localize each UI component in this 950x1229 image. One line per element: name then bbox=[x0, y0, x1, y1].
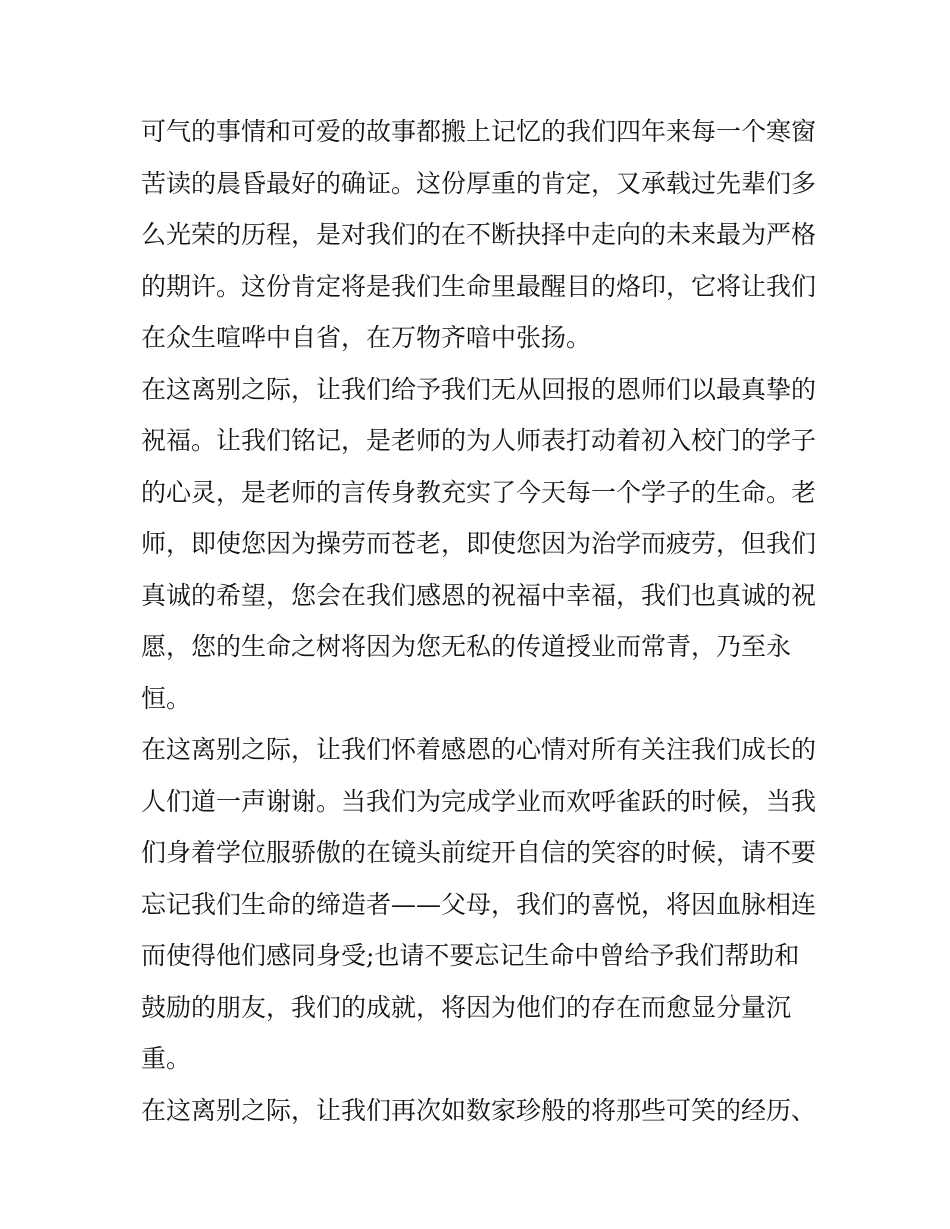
text-line: 鼓励的朋友，我们的成就，将因为他们的存在而愈显分量沉 bbox=[141, 992, 792, 1022]
text-line: 愿，您的生命之树将因为您无私的传道授业而常青，乃至永 bbox=[141, 632, 792, 661]
text-line: 么光荣的历程，是对我们的在不断抉择中走向的未来最为严格 bbox=[141, 220, 817, 249]
text-line: 真诚的希望，您会在我们感恩的祝福中幸福，我们也真诚的祝 bbox=[141, 580, 817, 610]
text-line: 恒。 bbox=[141, 683, 192, 713]
text-line: 的期许。这份肯定将是我们生命里最醒目的烙印，它将让我们 bbox=[141, 271, 817, 301]
paragraph-4 bbox=[141, 1085, 817, 1137]
text-line: 可气的事情和可爱的故事都搬上记忆的我们四年来每一个寒窗 bbox=[141, 117, 817, 146]
text-line: 而使得他们感同身受;也请不要忘记生命中曾给予我们帮助和 bbox=[141, 941, 800, 970]
document-body bbox=[141, 106, 817, 1136]
text-line: 苦读的晨昏最好的确证。这份厚重的肯定，又承载过先辈们多 bbox=[141, 168, 817, 198]
paragraph-2 bbox=[141, 364, 817, 725]
paragraph-3 bbox=[141, 724, 817, 1085]
text-line: 在这离别之际，让我们给予我们无从回报的恩师们以最真挚的 bbox=[141, 374, 817, 404]
text-line: 的心灵，是老师的言传身教充实了今天每一个学子的生命。老 bbox=[141, 477, 817, 507]
text-line: 在众生喧哗中自省，在万物齐喑中张扬。 bbox=[141, 323, 592, 352]
text-line: 师，即使您因为操劳而苍老，即使您因为治学而疲劳，但我们 bbox=[141, 529, 817, 558]
text-line: 在这离别之际，让我们怀着感恩的心情对所有关注我们成长的 bbox=[141, 735, 817, 764]
paragraph-1 bbox=[141, 106, 817, 364]
text-line: 重。 bbox=[141, 1044, 192, 1073]
text-line: 们身着学位服骄傲的在镜头前绽开自信的笑容的时候，请不要 bbox=[141, 838, 817, 867]
text-line: 忘记我们生命的缔造者——父母，我们的喜悦，将因血脉相连 bbox=[141, 889, 817, 919]
text-line: 在这离别之际，让我们再次如数家珍般的将那些可笑的经历、 bbox=[141, 1095, 817, 1125]
text-line: 祝福。让我们铭记，是老师的为人师表打动着初入校门的学子 bbox=[141, 426, 817, 455]
text-line: 人们道一声谢谢。当我们为完成学业而欢呼雀跃的时候，当我 bbox=[141, 786, 817, 816]
